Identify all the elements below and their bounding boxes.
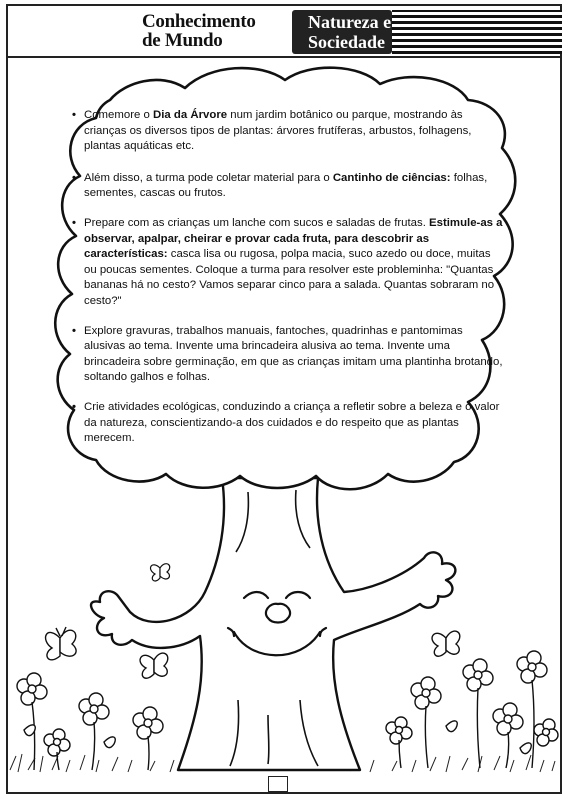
activity-list <box>72 108 504 447</box>
activity-item <box>72 171 504 202</box>
emphasis-text: Dia da Árvore <box>153 109 228 121</box>
topic-badge-line-2: Sociedade <box>308 32 386 52</box>
butterfly-left <box>46 627 77 660</box>
butterfly-right <box>432 631 460 656</box>
page-number-box <box>268 776 288 792</box>
emphasis-text: Cantinho de ciências: <box>332 171 451 184</box>
body-text: Crie atividades ecológicas, conduzindo a criança a refletir sobre a beleza e o valor da natureza, conscientizando-a dos cuidados e do respeito que as plantas merecem. <box>84 400 500 445</box>
body-text: Além disso, a turma pode coletar material para o <box>84 171 333 184</box>
topic-badge-line-1: Natureza e <box>308 12 392 32</box>
emphasis-text: Estimule-as a observar, apalpar, cheirar e provar cada fruta, para descobrir as características: <box>84 216 503 261</box>
body-text: folhas, sementes, cascas ou frutos. <box>84 171 488 200</box>
body-text: casca lisa ou rugosa, polpa macia, suco azedo ou doce, muitas ou poucas sementes. Coloque a turma para resolver este probleminha: "Quantas bananas há no cesto? Vamos separar cinco para a salada. Quantas sobraram no cesto?" <box>84 248 495 307</box>
activity-item <box>72 324 504 386</box>
subject-title-line-1: Conhecimento <box>142 11 256 32</box>
body-text: Prepare com as crianças um lanche com sucos e saladas de frutas. <box>84 216 430 229</box>
body-text: num jardim botânico ou parque, mostrando às crianças os diversos tipos de plantas: árvores frutíferas, arbustos, folhagens, plantas aquáticas etc. <box>84 109 472 153</box>
activity-item <box>72 400 504 447</box>
butterfly-middle <box>140 653 168 678</box>
body-text: Comemore o <box>84 109 154 121</box>
activity-item <box>72 108 504 155</box>
body-text: Explore gravuras, trabalhos manuais, fantoches, quadrinhas e pantomimas alusivas ao tema. Invente uma brincadeira alusiva ao tema. Invente uma brincadeira sobre germinação, em que as crianças imitam uma plantinha brotando, soltando galhos e folhas. <box>84 324 503 384</box>
flowers-right <box>386 651 558 768</box>
butterfly-small <box>151 564 170 581</box>
activity-item <box>72 216 504 310</box>
subject-title-line-2: de Mundo <box>142 30 223 51</box>
flowers-left <box>17 673 163 770</box>
